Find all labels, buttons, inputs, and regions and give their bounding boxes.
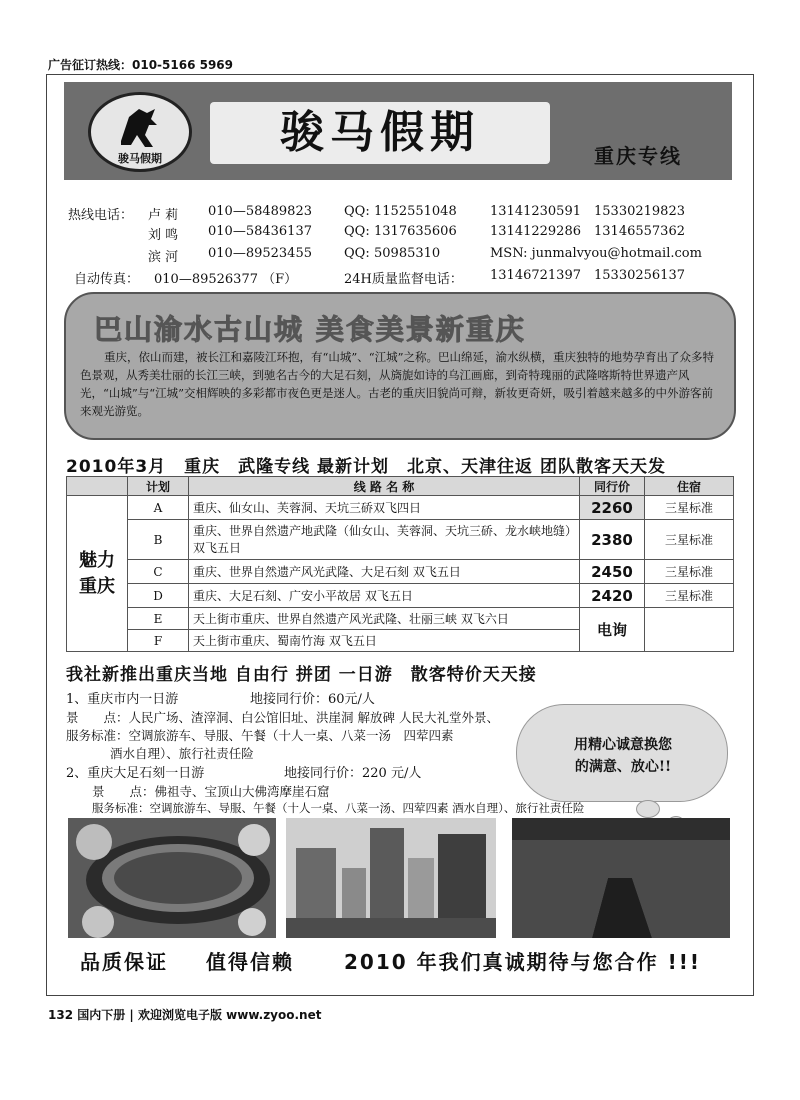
qq-label: QQ: (344, 224, 370, 239)
price-cell: 2380 (580, 520, 645, 560)
qq-label: QQ: (344, 246, 370, 261)
supervise-label: 24H质量监督电话： (344, 272, 463, 287)
page-footer: 132 国内下册 | 欢迎浏览电子版 www.zyoo.net (48, 1008, 322, 1022)
hotpot-photo (68, 818, 276, 938)
slogan-trust: 值得信赖 (206, 950, 294, 974)
slogan-quality: 品质保证 (80, 950, 168, 974)
logo-text: 骏马假期 (118, 152, 162, 165)
tour-2-title: 2、重庆大足石刻一日游 (66, 766, 205, 781)
tours-heading: 我社新推出重庆当地 自由行 拼团 一日游 散客特价天天接 (66, 665, 537, 685)
qq-number: 50985310 (374, 246, 441, 261)
routes-table (66, 476, 734, 652)
plan-cell: E (128, 608, 189, 630)
route-cell: 重庆、世界自然遗产风光武隆、大足石刻 双飞五日 (189, 560, 580, 584)
category-cell: 魅力重庆 (67, 496, 128, 652)
contact-name: 卢 莉 (148, 208, 179, 223)
cloud-text (528, 734, 718, 778)
table-row (67, 560, 734, 584)
tour-1-spots: 景 点：人民广场、渣滓洞、白公馆旧址、洪崖洞 解放碑 人民大礼堂外景、 (66, 710, 499, 725)
cloud-bubble (636, 800, 660, 818)
route-cell: 重庆、世界自然遗产地武隆（仙女山、芙蓉洞、天坑三硚、龙水峡地缝）双飞五日 (189, 520, 580, 560)
gorge-cave-photo (512, 818, 730, 938)
mobile-number: 13141230591 (490, 204, 581, 219)
stay-cell: 三星标准 (645, 520, 734, 560)
route-cell: 天上街市重庆、世界自然遗产风光武隆、壮丽三峡 双飞六日 (189, 608, 580, 630)
header-blank (67, 477, 128, 496)
cloud-line-1: 用精心诚意换您 (574, 737, 672, 753)
city-skyline-photo (286, 818, 496, 938)
stay-cell-empty (645, 608, 734, 652)
hotline-label: 热线电话： (68, 208, 134, 223)
contact-name: 刘 鸣 (148, 228, 179, 243)
brand-title: 骏马假期 (210, 102, 550, 164)
plan-cell: D (128, 584, 189, 608)
mobile-number: 15330219823 (594, 204, 685, 219)
plan-cell: F (128, 630, 189, 652)
table-row (67, 584, 734, 608)
mobile-number: 13141229286 (490, 224, 581, 239)
header-route: 线 路 名 称 (189, 477, 580, 496)
tour-1-service: 服务标准：空调旅游车、导服、午餐（十人一桌、八菜一汤 四荤四素 (66, 728, 454, 743)
contact-phone: 010—89523455 (208, 246, 312, 261)
plan-cell: C (128, 560, 189, 584)
table-header-row (67, 477, 734, 496)
table-row (67, 608, 734, 630)
intro-text: 重庆，依山而建，被长江和嘉陵江环抱，有“山城”、“江城”之称。巴山绵延，渝水纵横，重庆独特的地势孕育出了众多特色景观，从秀美壮丽的长江三峡，到驰名古今的大足石刻，从旖旎如诗的乌江画廊，到奇特瑰丽的武隆喀斯特世界遗产风光，“山城”与“江城”交相辉映的多彩都市夜色更是迷人。古老的重庆旧貌尚可辩，新妆更奇妍，吸引着越来越多的中外游客前来观光游览。 (80, 350, 715, 418)
price-cell: 2260 (580, 496, 645, 520)
plan-heading: 2010年3月 重庆 武隆专线 最新计划 北京、天津往返 团队散客天天发 (66, 457, 666, 477)
inquiry-cell: 电询 (580, 608, 645, 652)
plan-cell: A (128, 496, 189, 520)
msn-address: MSN: junmalvyou@hotmail.com (490, 246, 702, 261)
stay-cell: 三星标准 (645, 584, 734, 608)
header-stay: 住宿 (645, 477, 734, 496)
contact-name: 滨 河 (148, 250, 179, 265)
ad-hotline: 广告征订热线：010-5166 5969 (48, 58, 234, 72)
table-row (67, 496, 734, 520)
tour-1-price: 地接同行价：60元/人 (250, 692, 375, 707)
tour-1-title: 1、重庆市内一日游 (66, 692, 179, 707)
qq-number: 1152551048 (374, 204, 457, 219)
stay-cell: 三星标准 (645, 560, 734, 584)
price-cell: 2420 (580, 584, 645, 608)
tour-2-service: 服务标准：空调旅游车、导服、午餐（十人一桌、八菜一汤、四荤四素 酒水自理）、旅行社责任险 (92, 801, 585, 815)
plan-cell: B (128, 520, 189, 560)
price-cell: 2450 (580, 560, 645, 584)
route-cell: 重庆、大足石刻、广安小平故居 双飞五日 (189, 584, 580, 608)
table-row (67, 520, 734, 560)
route-cell: 重庆、仙女山、芙蓉洞、天坑三硚双飞四日 (189, 496, 580, 520)
fax-label: 自动传真： (74, 272, 140, 287)
qq-number: 1317635606 (374, 224, 457, 239)
contact-phone: 010—58489823 (208, 204, 312, 219)
tour-1-service-2: 酒水自理）、旅行社责任险 (110, 746, 254, 761)
cloud-line-2: 的满意、放心!! (574, 759, 672, 775)
supervise-number: 13146721397 (490, 268, 581, 283)
contact-phone: 010—58436137 (208, 224, 312, 239)
brand-subtitle: 重庆专线 (594, 144, 682, 168)
stay-cell: 三星标准 (645, 496, 734, 520)
tour-2-price: 地接同行价：220 元/人 (284, 766, 422, 781)
tour-2-spots: 景 点：佛祖寺、宝顶山大佛湾摩崖石窟 (92, 784, 330, 799)
fax-number: 010—89526377 （F） (154, 272, 298, 287)
supervise-number: 15330256137 (594, 268, 685, 283)
header-price: 同行价 (580, 477, 645, 496)
intro-slogan: 巴山渝水古山城 美食美景新重庆 (94, 313, 526, 346)
route-cell: 天上街市重庆、蜀南竹海 双飞五日 (189, 630, 580, 652)
header-plan: 计划 (128, 477, 189, 496)
mobile-number: 13146557362 (594, 224, 685, 239)
qq-label: QQ: (344, 204, 370, 219)
slogan-cooperation: 2010 年我们真诚期待与您合作 !!! (344, 950, 701, 974)
